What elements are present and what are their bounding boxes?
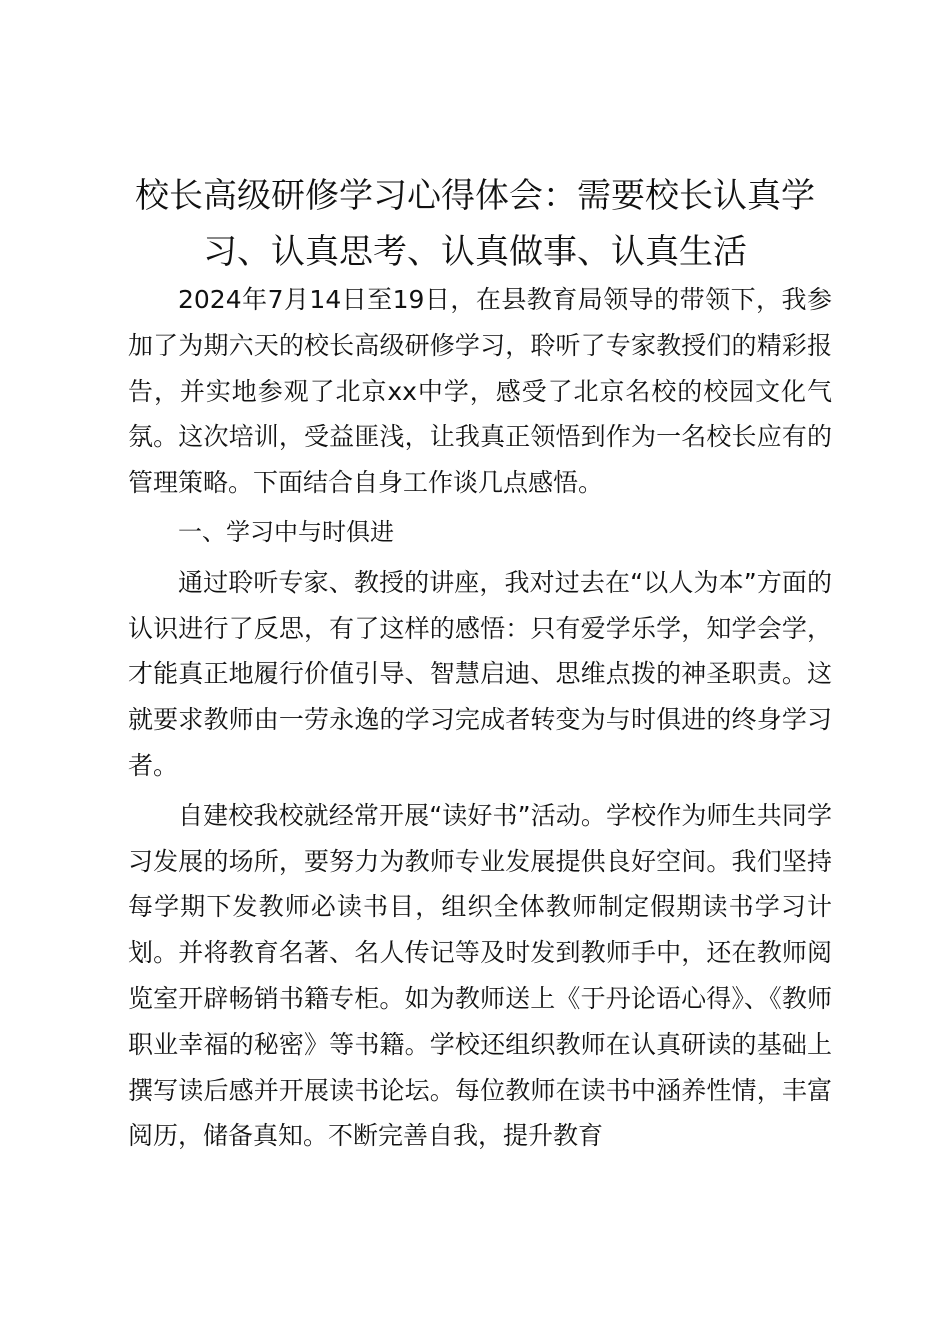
paragraph-reading-activity: 自建校我校就经常开展“读好书”活动。学校作为师生共同学习发展的场所，要努力为教师专业发展提供良好空间。我们坚持每学期下发教师必读书目，组织全体教师制定假期读书学习计划。并将教育名著、名人传记等及时发到教师手中，还在教师阅览室开辟畅销书籍专柜。如为教师送上《于丹论语心得》、《教师职业幸福的秘密》等书籍。学校还组织教师在认真研读的基础上撰写读后感并开展读书论坛。每位教师在读书中涵养性情，丰富阅历，储备真知。不断完善自我，提升教育 (128, 800, 832, 1151)
section-heading-1: 一、学习中与时俱进 (178, 517, 394, 546)
paragraph-intro: 2024年7月14日至19日，在县教育局领导的带领下，我参加了为期六天的校长高级研修学习，聆听了专家教授们的精彩报告，并实地参观了北京xx中学，感受了北京名校的校园文化气氛。这次培训，受益匪浅，让我真正领悟到作为一名校长应有的管理策略。下面结合自身工作谈几点感悟。 (128, 285, 832, 498)
document-title: 校长高级研修学习心得体会：需要校长认真学习、认真思考、认真做事、认真生活 (135, 176, 815, 272)
document-body (128, 277, 832, 1159)
paragraph-reflection: 通过聆听专家、教授的讲座，我对过去在“以人为本”方面的认识进行了反思，有了这样的感悟：只有爱学乐学，知学会学，才能真正地履行价值引导、智慧启迪、思维点拨的神圣职责。这就要求教师由一劳永逸的学习完成者转变为与时俱进的终身学习者。 (128, 567, 832, 780)
